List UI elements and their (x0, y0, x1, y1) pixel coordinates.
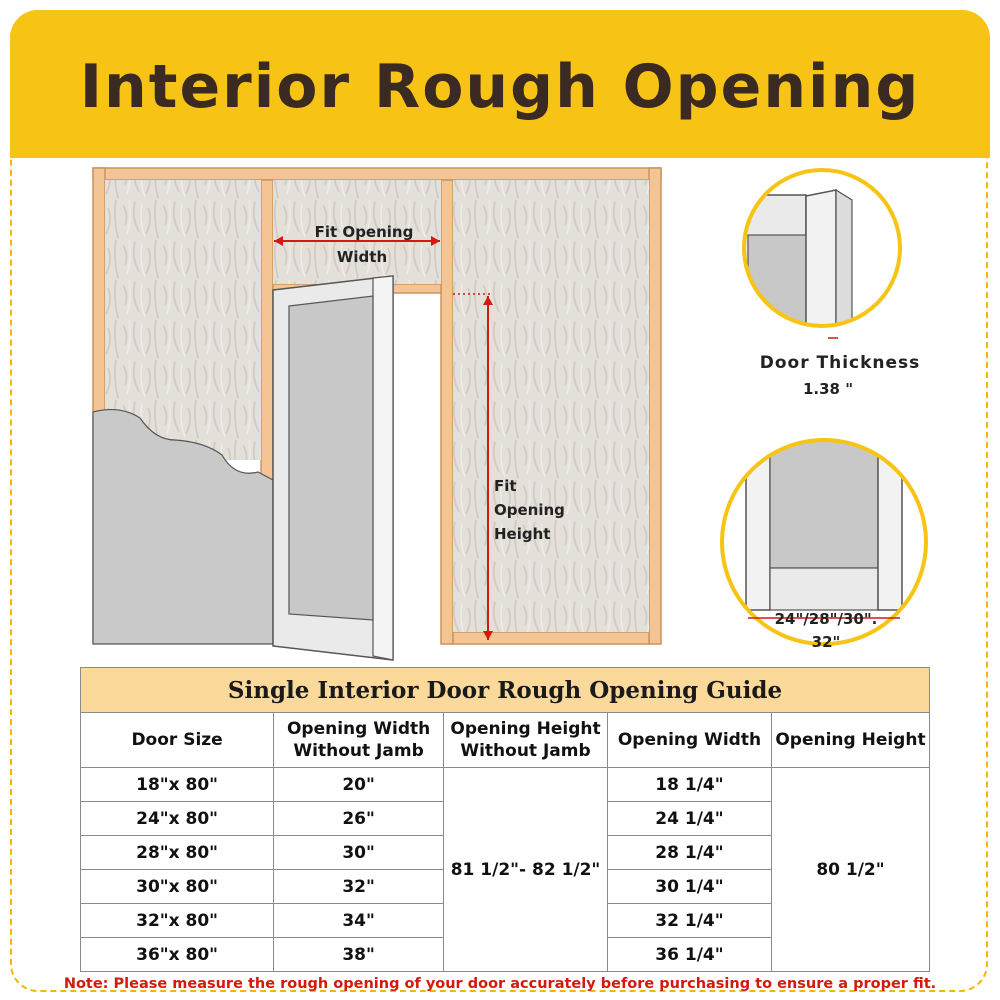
table-header-row (81, 713, 930, 768)
door-illustration (273, 276, 393, 660)
thickness-value: 1.38 " (802, 380, 854, 398)
rough-opening-table (80, 667, 930, 972)
opening-height-cell: 80 1/2" (771, 768, 929, 972)
height-label-line2: Opening (494, 501, 565, 519)
drywall-right (453, 180, 649, 632)
opening-width-without-jamb-cell: 26" (274, 802, 444, 836)
width-callout-line2: 32" (811, 633, 841, 651)
king-stud-right (441, 180, 453, 644)
door-size-cell: 30"x 80" (81, 870, 274, 904)
opening-width-without-jamb-cell: 20" (274, 768, 444, 802)
opening-width-without-jamb-cell: 38" (274, 938, 444, 972)
height-label-line1: Fit (494, 477, 517, 495)
drywall-left (105, 180, 261, 440)
width-callout (722, 440, 926, 651)
header-opening-width: Opening Width (607, 713, 771, 768)
opening-height-without-jamb-cell: 81 1/2"- 82 1/2" (444, 768, 608, 972)
page-title: Interior Rough Opening (79, 52, 921, 122)
opening-width-cell: 24 1/4" (607, 802, 771, 836)
width-label-line2: Width (336, 248, 388, 266)
table-row (81, 768, 930, 802)
width-callout-line1: 24"/28"/30". (774, 610, 878, 628)
width-label-line1: Fit Opening (314, 223, 414, 241)
bottom-plate (453, 632, 649, 644)
door-size-cell: 28"x 80" (81, 836, 274, 870)
thickness-callout (740, 170, 920, 398)
door-size-cell: 32"x 80" (81, 904, 274, 938)
thickness-label: Door Thickness (759, 353, 921, 373)
header-opening-width-without-jamb: Opening Width Without Jamb (274, 713, 444, 768)
door-size-cell: 18"x 80" (81, 768, 274, 802)
opening-width-without-jamb-cell: 30" (274, 836, 444, 870)
measurement-note: Note: Please measure the rough opening of your door accurately before purchasing to ensure a proper fit. (63, 976, 937, 992)
opening-width-cell: 32 1/4" (607, 904, 771, 938)
top-plate (93, 168, 661, 180)
opening-width-cell: 36 1/4" (607, 938, 771, 972)
opening-width-without-jamb-cell: 34" (274, 904, 444, 938)
table-title: Single Interior Door Rough Opening Guide (81, 668, 930, 713)
header-opening-height-without-jamb: Opening Height Without Jamb (444, 713, 608, 768)
opening-width-without-jamb-cell: 32" (274, 870, 444, 904)
header-door-size: Door Size (81, 713, 274, 768)
right-stud (649, 168, 661, 644)
door-size-cell: 36"x 80" (81, 938, 274, 972)
opening-width-cell: 28 1/4" (607, 836, 771, 870)
height-label-line3: Height (494, 525, 551, 543)
door-size-cell: 24"x 80" (81, 802, 274, 836)
opening-width-cell: 30 1/4" (607, 870, 771, 904)
opening-width-cell: 18 1/4" (607, 768, 771, 802)
header-opening-height: Opening Height (771, 713, 929, 768)
